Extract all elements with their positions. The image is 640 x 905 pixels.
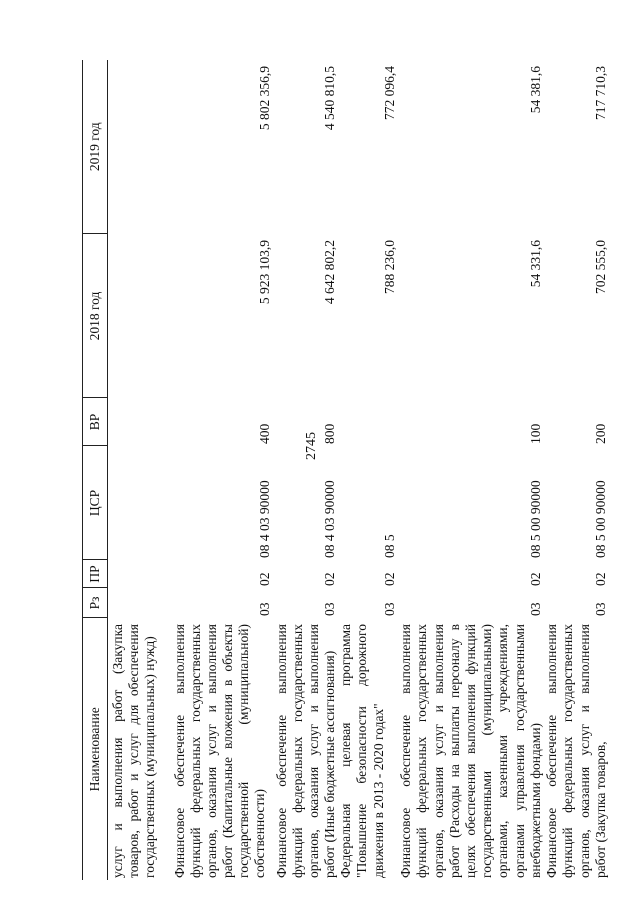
table-header xyxy=(83,60,108,880)
cell-csr xyxy=(108,446,172,560)
cell-pr: 02 xyxy=(592,572,608,586)
cell-name: Федеральная целевая программа "Повышение безопасности дорожного движения в 2013 - 2020 годах" xyxy=(338,624,386,878)
cell-name: Финансовое обеспечение выполнения функций федеральных государственных органов, оказания услуг и выполнения работ (Расходы на выплаты персоналу в целях обеспечения выполнения функций государственными (муниципальными) органами, казенными учреждениями, органами управления государственными внебюджетными фондами) xyxy=(398,624,543,878)
cell-pr: 02 xyxy=(322,572,338,586)
cell-csr: 08 4 03 90000 xyxy=(322,480,338,558)
cell-rz xyxy=(108,588,172,618)
table-row xyxy=(108,60,172,880)
cell-rz: 03 xyxy=(257,602,273,616)
cell-rz: 03 xyxy=(322,602,338,616)
header-rz: Рз xyxy=(83,588,108,618)
cell-rz: 03 xyxy=(528,602,544,616)
table-row xyxy=(398,60,544,880)
cell-vr xyxy=(108,398,172,446)
header-vr: ВР xyxy=(83,398,108,446)
cell-2019: 717 710,3 xyxy=(592,66,608,120)
table-row xyxy=(338,60,398,880)
cell-2019: 772 096,4 xyxy=(382,66,398,120)
cell-2019: 4 540 810,5 xyxy=(322,66,338,131)
cell-name: услуг и выполнения работ (Закупка товаров, работ и услуг для обеспечения государственных (муниципальных) нужд) xyxy=(110,624,158,878)
cell-name: Финансовое обеспечение выполнения функций федеральных государственных органов, оказания услуг и выполнения работ (Закупка товаров, xyxy=(544,624,608,878)
cell-2018 xyxy=(108,234,172,398)
cell-2019: 5 802 356,9 xyxy=(257,66,273,131)
header-pr: ПР xyxy=(83,560,108,588)
cell-2018: 702 555,0 xyxy=(592,240,608,294)
cell-name: Финансовое обеспечение выполнения функций федеральных государственных органов, оказания услуг и выполнения работ (Иные бюджетные ассигнования) xyxy=(273,624,338,878)
cell-csr: 08 4 03 90000 xyxy=(257,480,273,558)
cell-vr: 100 xyxy=(528,423,544,444)
cell-csr: 08 5 00 90000 xyxy=(592,480,608,558)
cell-pr: 02 xyxy=(528,572,544,586)
cell-pr xyxy=(108,560,172,588)
cell-vr: 800 xyxy=(322,423,338,444)
cell-csr: 08 5 xyxy=(382,534,398,558)
budget-table xyxy=(82,60,609,880)
rotated-page-content xyxy=(82,60,608,880)
table-row xyxy=(172,60,274,880)
table-row xyxy=(274,60,339,880)
header-name: Наименование xyxy=(83,618,108,880)
cell-name: Финансовое обеспечение выполнения функций федеральных государственных органов, оказания услуг и выполнения работ (Капитальные вложения в объекты государственной (муниципальной) собственности) xyxy=(171,624,268,878)
cell-vr xyxy=(338,398,398,446)
cell-2018: 788 236,0 xyxy=(382,240,398,294)
cell-rz: 03 xyxy=(382,602,398,616)
cell-vr: 200 xyxy=(592,423,608,444)
cell-pr: 02 xyxy=(382,572,398,586)
cell-2019 xyxy=(108,60,172,234)
header-csr: ЦСР xyxy=(83,446,108,560)
cell-2019: 54 381,6 xyxy=(528,66,544,114)
cell-pr: 02 xyxy=(257,572,273,586)
cell-vr: 400 xyxy=(257,423,273,444)
header-2018: 2018 год xyxy=(83,234,108,398)
cell-2018: 54 331,6 xyxy=(528,240,544,288)
table-row xyxy=(544,60,609,880)
cell-2018: 4 642 802,2 xyxy=(322,240,338,305)
cell-2018: 5 923 103,9 xyxy=(257,240,273,305)
cell-csr: 08 5 00 90000 xyxy=(528,480,544,558)
header-2019: 2019 год xyxy=(83,60,108,234)
cell-rz: 03 xyxy=(592,602,608,616)
page-number: 2745 xyxy=(304,432,319,460)
